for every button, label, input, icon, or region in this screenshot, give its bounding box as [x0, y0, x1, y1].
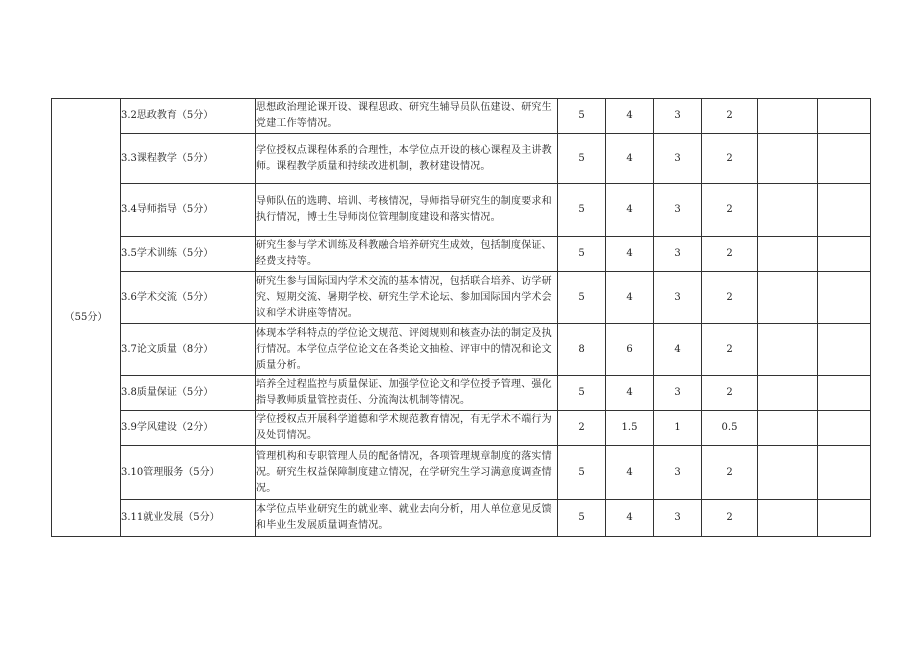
item-description: 管理机构和专职管理人员的配备情况，各项管理规章制度的落实情况。研究生权益保障制度建立情况，在学研究生学习满意度调查情况。	[256, 446, 558, 500]
blank-cell	[818, 500, 871, 537]
score-level-3: 3	[654, 237, 702, 272]
item-label: 3.8质量保证（5分）	[121, 376, 256, 411]
blank-cell	[758, 272, 818, 324]
score-level-2: 4	[606, 237, 654, 272]
blank-cell	[758, 237, 818, 272]
score-level-3: 1	[654, 411, 702, 446]
blank-cell	[758, 500, 818, 537]
table-row	[52, 411, 871, 446]
score-level-1: 5	[558, 184, 606, 237]
blank-cell	[758, 99, 818, 134]
table-row	[52, 99, 871, 134]
item-description: 体现本学科特点的学位论文规范、评阅规则和核查办法的制定及执行情况。本学位点学位论文在各类论文抽检、评审中的情况和论文质量分析。	[256, 324, 558, 376]
score-level-4: 2	[702, 446, 758, 500]
score-level-4: 2	[702, 376, 758, 411]
item-label: 3.6学术交流（5分）	[121, 272, 256, 324]
blank-cell	[758, 376, 818, 411]
item-label: 3.11就业发展（5分）	[121, 500, 256, 537]
item-description: 学位授权点课程体系的合理性，本学位点开设的核心课程及主讲教师。课程教学质量和持续改进机制，教材建设情况。	[256, 134, 558, 184]
score-level-4: 2	[702, 184, 758, 237]
blank-cell	[818, 134, 871, 184]
score-level-2: 4	[606, 500, 654, 537]
score-level-3: 3	[654, 376, 702, 411]
blank-cell	[758, 411, 818, 446]
evaluation-table	[51, 98, 871, 537]
item-description: 思想政治理论课开设、课程思政、研究生辅导员队伍建设、研究生党建工作等情况。	[256, 99, 558, 134]
score-level-4: 2	[702, 237, 758, 272]
blank-cell	[758, 134, 818, 184]
score-level-2: 4	[606, 99, 654, 134]
score-level-1: 5	[558, 99, 606, 134]
category-cell: （55分）	[52, 99, 121, 537]
blank-cell	[818, 99, 871, 134]
score-level-1: 5	[558, 500, 606, 537]
blank-cell	[758, 324, 818, 376]
blank-cell	[818, 411, 871, 446]
table-row	[52, 446, 871, 500]
score-level-3: 4	[654, 324, 702, 376]
blank-cell	[758, 184, 818, 237]
score-level-1: 5	[558, 272, 606, 324]
blank-cell	[818, 324, 871, 376]
blank-cell	[818, 184, 871, 237]
item-description: 学位授权点开展科学道德和学术规范教育情况，有无学术不端行为及处罚情况。	[256, 411, 558, 446]
item-label: 3.7论文质量（8分）	[121, 324, 256, 376]
table-row	[52, 237, 871, 272]
score-level-4: 2	[702, 99, 758, 134]
score-level-2: 4	[606, 272, 654, 324]
score-level-4: 0.5	[702, 411, 758, 446]
item-description: 培养全过程监控与质量保证、加强学位论文和学位授予管理、强化指导教师质量管控责任、分流淘汰机制等情况。	[256, 376, 558, 411]
item-label: 3.2思政教育（5分）	[121, 99, 256, 134]
score-level-1: 5	[558, 134, 606, 184]
score-level-2: 6	[606, 324, 654, 376]
item-description: 研究生参与学术训练及科教融合培养研究生成效，包括制度保证、经费支持等。	[256, 237, 558, 272]
score-level-1: 8	[558, 324, 606, 376]
score-level-2: 4	[606, 184, 654, 237]
item-label: 3.10管理服务（5分）	[121, 446, 256, 500]
table-row	[52, 324, 871, 376]
item-label: 3.9学风建设（2分）	[121, 411, 256, 446]
score-level-4: 2	[702, 134, 758, 184]
score-level-1: 5	[558, 446, 606, 500]
score-level-3: 3	[654, 134, 702, 184]
score-level-3: 3	[654, 99, 702, 134]
table-row	[52, 184, 871, 237]
blank-cell	[818, 237, 871, 272]
score-level-2: 1.5	[606, 411, 654, 446]
blank-cell	[818, 272, 871, 324]
score-level-3: 3	[654, 500, 702, 537]
score-level-1: 5	[558, 376, 606, 411]
blank-cell	[818, 376, 871, 411]
table-row	[52, 500, 871, 537]
score-level-3: 3	[654, 446, 702, 500]
item-description: 本学位点毕业研究生的就业率、就业去向分析，用人单位意见反馈和毕业生发展质量调查情况。	[256, 500, 558, 537]
score-level-4: 2	[702, 272, 758, 324]
table-row	[52, 134, 871, 184]
table-row	[52, 272, 871, 324]
score-level-1: 2	[558, 411, 606, 446]
blank-cell	[758, 446, 818, 500]
score-level-3: 3	[654, 184, 702, 237]
item-label: 3.3课程教学（5分）	[121, 134, 256, 184]
score-level-2: 4	[606, 134, 654, 184]
table-row	[52, 376, 871, 411]
item-label: 3.5学术训练（5分）	[121, 237, 256, 272]
item-label: 3.4导师指导（5分）	[121, 184, 256, 237]
score-level-2: 4	[606, 376, 654, 411]
score-level-2: 4	[606, 446, 654, 500]
score-level-4: 2	[702, 324, 758, 376]
item-description: 导师队伍的选聘、培训、考核情况，导师指导研究生的制度要求和执行情况，博士生导师岗位管理制度建设和落实情况。	[256, 184, 558, 237]
score-level-1: 5	[558, 237, 606, 272]
score-level-3: 3	[654, 272, 702, 324]
score-level-4: 2	[702, 500, 758, 537]
blank-cell	[818, 446, 871, 500]
item-description: 研究生参与国际国内学术交流的基本情况，包括联合培养、访学研究、短期交流、暑期学校、研究生学术论坛、参加国际国内学术会议和学术讲座等情况。	[256, 272, 558, 324]
